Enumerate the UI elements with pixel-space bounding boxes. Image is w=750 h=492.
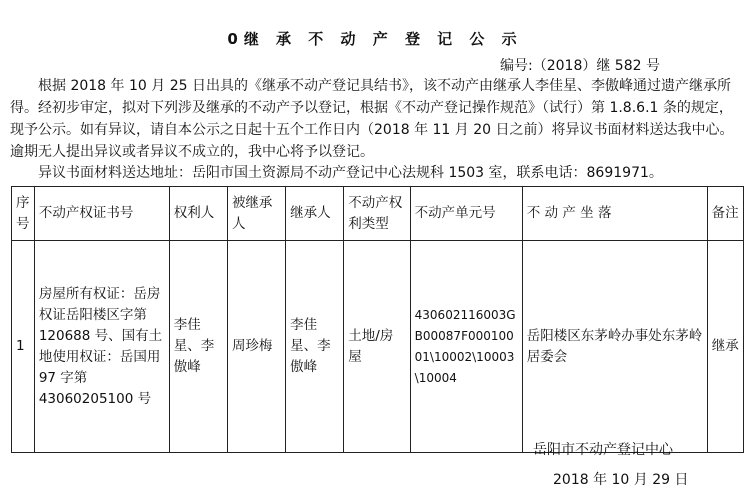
header-decedent: 被继承人 bbox=[227, 187, 285, 241]
issuing-organization: 岳阳市不动产登记中心 bbox=[533, 442, 673, 458]
header-right-type: 不动产权利类型 bbox=[344, 187, 410, 241]
cell-no: 1 bbox=[12, 241, 35, 453]
cell-remark: 继承 bbox=[707, 241, 743, 453]
cell-right-type: 土地/房屋 bbox=[344, 241, 410, 453]
cell-right-holder: 李佳星、李傲峰 bbox=[169, 241, 227, 453]
header-right-holder: 权利人 bbox=[169, 187, 227, 241]
header-certificate: 不动产权证书号 bbox=[34, 187, 169, 241]
cell-location: 岳阳楼区东茅岭办事处东茅岭居委会 bbox=[522, 241, 707, 453]
paragraph-basis: 根据 2018 年 10 月 25 日出具的《继承不动产登记具结书》，该不动产由继承人李佳星、李傲峰通过遗产继承所得。 bbox=[10, 78, 731, 116]
header-no: 序号 bbox=[12, 187, 35, 241]
cell-certificate: 房屋所有权证：岳房权证岳阳楼区字第 120688 号、国有土地使用权证：岳国用 97 字第 43060205100 号 bbox=[34, 241, 169, 453]
issue-date: 2018 年 10 月 29 日 bbox=[553, 472, 689, 488]
cell-heir: 李佳星、李傲峰 bbox=[286, 241, 344, 453]
header-heir: 继承人 bbox=[286, 187, 344, 241]
paragraph-address: 异议书面材料送达地址：岳阳市国土资源局不动产登记中心法规科 1503 室，联系电话：8691971。 bbox=[38, 165, 663, 181]
registration-table bbox=[11, 186, 744, 453]
cell-unit-number: 430602116003GB00087F00010001\10002\10003\10004 bbox=[410, 241, 522, 453]
table-row bbox=[12, 241, 744, 453]
header-unit-number: 不动产单元号 bbox=[410, 187, 522, 241]
notice-title: 0继 承 不 动 产 登 记 公 示 bbox=[227, 30, 523, 48]
header-location: 不 动 产 坐 落 bbox=[522, 187, 707, 241]
header-remark: 备注 bbox=[707, 187, 743, 241]
document-number: 编号:（2018）继 582 号 bbox=[500, 58, 660, 74]
paragraph-review: 经初步审定，拟对下列涉及继承的不动产予以登记，根据《不动产登记操作规范》（试行）第 1.8.6.1 条的规定，现予公示。如有异议，请自本公示之日起十五个工作日内（2018 年 11 月 20 日之前）将异议书面材料送达我中心。逾期无人提出异议或者异议不成立的，我中心将予以登记。 bbox=[10, 100, 734, 160]
cell-decedent: 周珍梅 bbox=[227, 241, 285, 453]
table-header-row bbox=[12, 187, 744, 241]
